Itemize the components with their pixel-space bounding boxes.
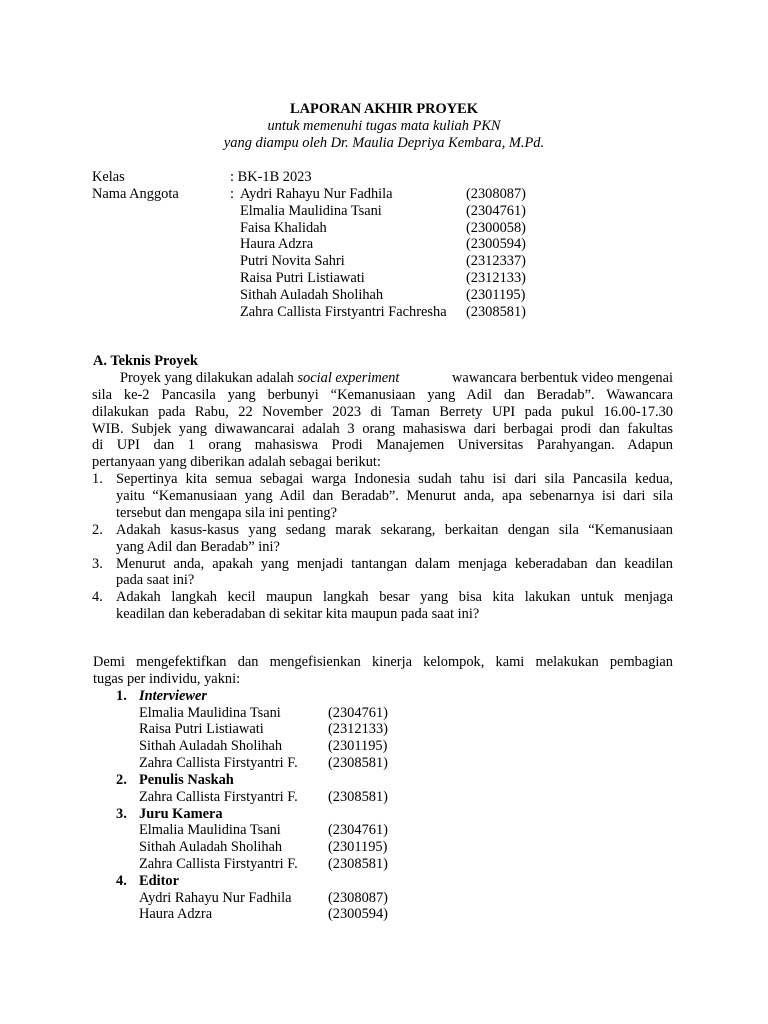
paragraph-line: dilakukan pada Rabu, 22 November 2023 di Taman Berrety UPI pada pukul 16.00-17.30 <box>92 404 673 420</box>
anggota-label: Nama Anggota <box>92 186 179 202</box>
role-member-name: Elmalia Maulidina Tsani <box>139 822 281 838</box>
role-member-name: Raisa Putri Listiawati <box>139 721 264 737</box>
member-nim: (2300058) <box>466 220 526 236</box>
member-name: Aydri Rahayu Nur Fadhila <box>240 186 393 202</box>
role-member-name: Elmalia Maulidina Tsani <box>139 705 281 721</box>
role-member-nim: (2304761) <box>328 705 388 721</box>
question-number: 2. <box>92 522 103 538</box>
role-title: Penulis Naskah <box>139 772 234 788</box>
paragraph-line: WIB. Subjek yang diwawancarai adalah 3 orang mahasiswa dari berbagai prodi dan fakultas <box>92 421 673 437</box>
member-name: Putri Novita Sahri <box>240 253 345 269</box>
role-member-name: Aydri Rahayu Nur Fadhila <box>139 890 292 906</box>
role-number: 3. <box>116 806 127 822</box>
member-name: Zahra Callista Firstyantri Fachresha <box>240 304 447 320</box>
question-text: Adakah kasus-kasus yang sedang marak sekarang, berkaitan dengan sila “Kemanusiaan <box>116 522 673 538</box>
question-text: keadilan dan keberadaban di sekitar kita maupun pada saat ini? <box>116 606 480 622</box>
role-member-name: Haura Adzra <box>139 906 213 922</box>
member-nim: (2301195) <box>466 287 526 303</box>
member-nim: (2312133) <box>466 270 526 286</box>
role-member-nim: (2304761) <box>328 822 388 838</box>
kelas-label: Kelas <box>92 169 125 185</box>
member-nim: (2304761) <box>466 203 526 219</box>
question-text: pada saat ini? <box>116 572 195 588</box>
role-member-nim: (2301195) <box>328 839 388 855</box>
question-number: 4. <box>92 589 103 605</box>
section-a-heading: A. Teknis Proyek <box>93 353 198 369</box>
role-member-name: Sithah Auladah Sholihah <box>139 839 283 855</box>
question-text: tersebut dan mengapa sila ini penting? <box>116 505 337 521</box>
member-name: Faisa Khalidah <box>240 220 327 236</box>
role-number: 1. <box>116 688 127 704</box>
division-intro-line: Demi mengefektifkan dan mengefisienkan kinerja kelompok, kami melakukan pembagian <box>93 654 673 670</box>
role-member-nim: (2301195) <box>328 738 388 754</box>
report-subtitle-lecturer: yang diampu oleh Dr. Maulia Depriya Kembara, M.Pd. <box>223 135 545 151</box>
question-text: Menurut anda, apakah yang menjadi tantangan dalam menjaga keberadaban dan keadilan <box>116 556 673 572</box>
role-member-nim: (2308581) <box>328 856 388 872</box>
role-member-name: Zahra Callista Firstyantri F. <box>139 789 298 805</box>
paragraph-line: di UPI dan 1 orang mahasiswa Prodi Manajemen Universitas Parahyangan. Adapun <box>92 437 673 453</box>
paragraph-line: Proyek yang dilakukan adalah social experiment wawancara berbentuk video mengenai <box>120 370 673 386</box>
member-name: Sithah Auladah Sholihah <box>240 287 384 303</box>
role-member-name: Sithah Auladah Sholihah <box>139 738 283 754</box>
member-nim: (2300594) <box>466 236 526 252</box>
role-number: 2. <box>116 772 127 788</box>
question-number: 3. <box>92 556 103 572</box>
role-member-nim: (2308581) <box>328 755 388 771</box>
member-nim: (2308087) <box>466 186 526 202</box>
role-member-name: Zahra Callista Firstyantri F. <box>139 755 298 771</box>
role-title: Interviewer <box>139 688 207 704</box>
member-name: Raisa Putri Listiawati <box>240 270 365 286</box>
role-member-nim: (2308581) <box>328 789 388 805</box>
role-member-nim: (2308087) <box>328 890 388 906</box>
role-title: Editor <box>139 873 179 889</box>
role-member-name: Zahra Callista Firstyantri F. <box>139 856 298 872</box>
role-member-nim: (2312133) <box>328 721 388 737</box>
question-text: yaitu “Kemanusiaan yang Adil dan Beradab”. Menurut anda, apa sebenarnya isi dari sila <box>116 488 673 504</box>
question-text: yang Adil dan Beradab” ini? <box>116 539 280 555</box>
member-name: Elmalia Maulidina Tsani <box>240 203 382 219</box>
question-number: 1. <box>92 471 103 487</box>
report-subtitle-course: untuk memenuhi tugas mata kuliah PKN <box>267 118 501 134</box>
role-title: Juru Kamera <box>139 806 223 822</box>
role-member-nim: (2300594) <box>328 906 388 922</box>
kelas-value: : BK-1B 2023 <box>230 169 312 185</box>
member-name: Haura Adzra <box>240 236 314 252</box>
member-nim: (2312337) <box>466 253 526 269</box>
question-text: Sepertinya kita semua sebagai warga Indonesia sudah tahu isi dari sila Pancasila kedua, <box>116 471 673 487</box>
member-nim: (2308581) <box>466 304 526 320</box>
report-title: LAPORAN AKHIR PROYEK <box>290 101 478 117</box>
paragraph-line: pertanyaan yang diberikan adalah sebagai berikut: <box>92 454 381 470</box>
role-number: 4. <box>116 873 127 889</box>
question-text: Adakah langkah kecil maupun langkah besar yang bisa kita lakukan untuk menjaga <box>116 589 673 605</box>
division-intro-line: tugas per individu, yakni: <box>93 671 241 687</box>
anggota-colon: : <box>230 186 234 202</box>
paragraph-line: sila ke-2 Pancasila yang berbunyi “Kemanusiaan yang Adil dan Beradab”. Wawancara <box>92 387 673 403</box>
